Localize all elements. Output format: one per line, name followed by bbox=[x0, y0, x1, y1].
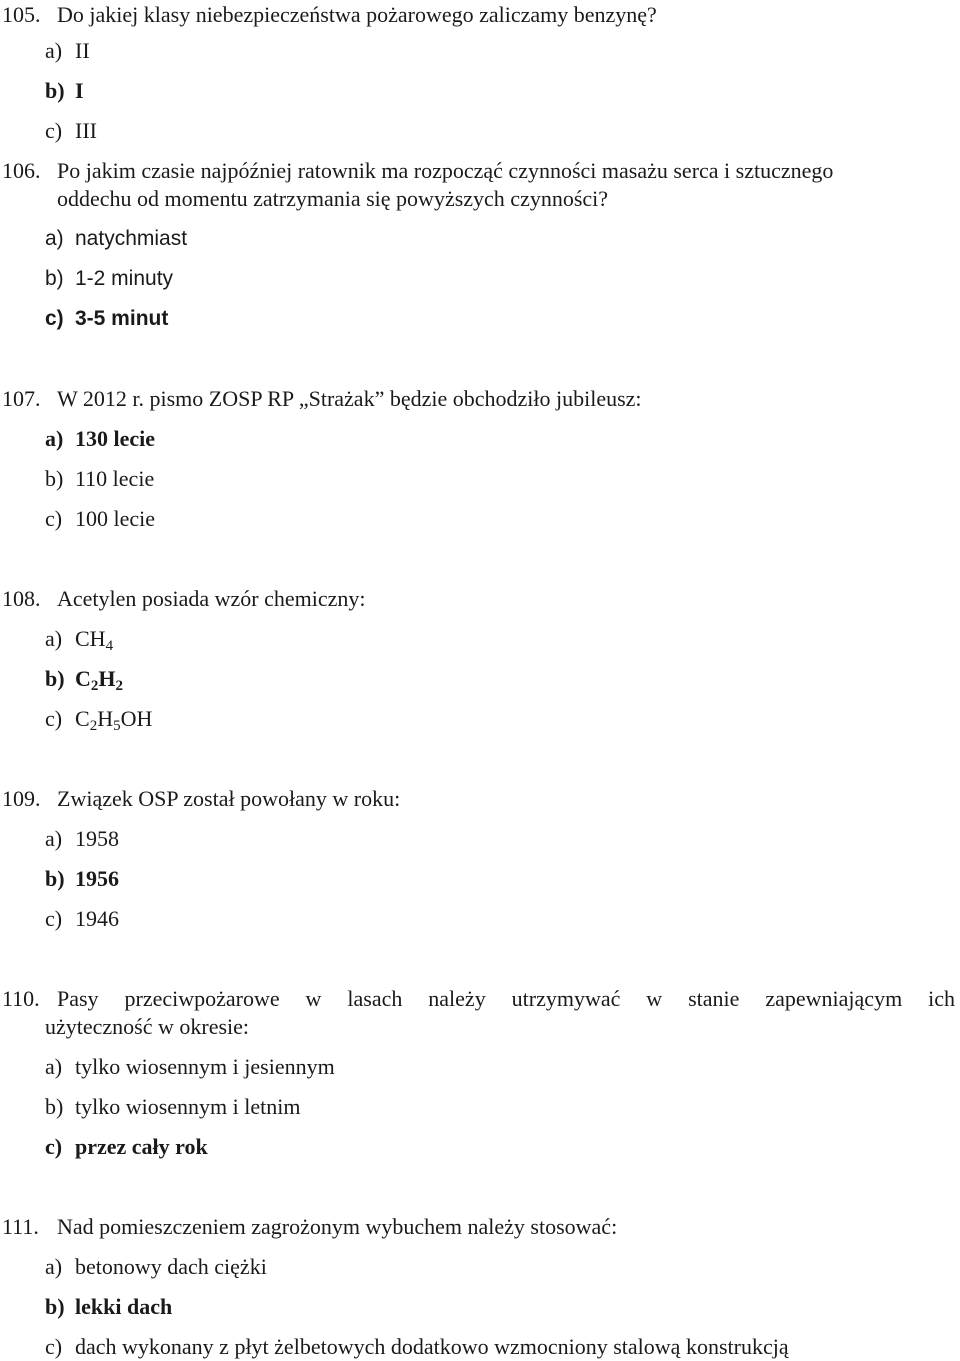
option-text: 130 lecie bbox=[75, 426, 156, 451]
option-letter: a) bbox=[45, 626, 63, 651]
question-text: Do jakiej klasy niebezpieczeństwa pożarowego zaliczamy benzynę? bbox=[57, 2, 657, 27]
option-letter: c) bbox=[45, 307, 64, 330]
option-letter: b) bbox=[45, 78, 65, 103]
option-text: dach wykonany z płyt żelbetowych dodatkowo wzmocniony stalową konstrukcją bbox=[75, 1334, 789, 1359]
option-text: natychmiast bbox=[75, 227, 188, 250]
option-letter: c) bbox=[45, 706, 63, 731]
option-text: lekki dach bbox=[75, 1294, 173, 1319]
option-text: 1946 bbox=[75, 906, 119, 931]
question-number: 108. bbox=[2, 586, 41, 611]
option-letter: c) bbox=[45, 1334, 63, 1359]
option-text: tylko wiosennym i jesiennym bbox=[75, 1054, 335, 1079]
question-text-line1: Po jakim czasie najpóźniej ratownik ma rozpocząć czynności masażu serca i sztucznego bbox=[57, 158, 834, 183]
option-letter: a) bbox=[45, 1054, 63, 1079]
option-letter: c) bbox=[45, 506, 63, 531]
option-text: 110 lecie bbox=[75, 466, 155, 491]
formula-subscript: 5 bbox=[113, 718, 121, 734]
option-letter: a) bbox=[45, 1254, 63, 1279]
question-text: Acetylen posiada wzór chemiczny: bbox=[57, 586, 366, 611]
option-letter: c) bbox=[45, 118, 63, 143]
question-number: 107. bbox=[2, 386, 41, 411]
question-number: 110. bbox=[2, 986, 40, 1011]
question-text-line2: użyteczność w okresie: bbox=[45, 1014, 250, 1039]
option-letter: a) bbox=[45, 227, 64, 250]
question-number: 106. bbox=[2, 158, 41, 183]
formula-subscript: 2 bbox=[89, 718, 98, 734]
question-text: Związek OSP został powołany w roku: bbox=[57, 786, 401, 811]
question-text: W 2012 r. pismo ZOSP RP „Strażak” będzie obchodziło jubileusz: bbox=[57, 386, 642, 411]
question-number: 111. bbox=[2, 1214, 39, 1239]
option-text: 1958 bbox=[75, 826, 119, 851]
option-letter: b) bbox=[45, 866, 65, 891]
formula-part: C bbox=[75, 666, 91, 691]
formula-part: OH bbox=[120, 706, 153, 731]
option-text: II bbox=[75, 38, 90, 63]
question-number: 105. bbox=[2, 2, 41, 27]
option-letter: b) bbox=[45, 1294, 65, 1319]
option-letter: b) bbox=[45, 466, 64, 491]
formula-part: CH bbox=[75, 626, 106, 651]
option-letter: a) bbox=[45, 826, 63, 851]
option-letter: c) bbox=[45, 1134, 63, 1159]
option-letter: b) bbox=[45, 1094, 64, 1119]
option-text: betonowy dach ciężki bbox=[75, 1254, 267, 1279]
question-text: Nad pomieszczeniem zagrożonym wybuchem należy stosować: bbox=[57, 1214, 618, 1239]
question-text-line2: oddechu od momentu zatrzymania się powyższych czynności? bbox=[57, 186, 609, 211]
formula-part: H bbox=[98, 666, 116, 691]
option-text: 1-2 minuty bbox=[75, 267, 174, 290]
option-letter: c) bbox=[45, 906, 63, 931]
option-text: 100 lecie bbox=[75, 506, 156, 531]
question-number: 109. bbox=[2, 786, 41, 811]
option-text: III bbox=[75, 118, 97, 143]
option-letter: a) bbox=[45, 426, 64, 451]
option-letter: b) bbox=[45, 267, 64, 290]
formula-subscript: 2 bbox=[115, 678, 124, 694]
option-letter: a) bbox=[45, 38, 63, 63]
option-letter: b) bbox=[45, 666, 65, 691]
formula-subscript: 2 bbox=[90, 678, 99, 694]
formula-subscript: 4 bbox=[105, 638, 114, 654]
option-text: tylko wiosennym i letnim bbox=[75, 1094, 301, 1119]
option-text: 1956 bbox=[75, 866, 119, 891]
formula-part: C bbox=[75, 706, 90, 731]
option-text: 3-5 minut bbox=[75, 307, 169, 330]
question-text-line1: Pasy przeciwpożarowe w lasach należy utrzymywać w stanie zapewniającym ich bbox=[57, 986, 955, 1011]
formula-part: H bbox=[97, 706, 114, 731]
option-text: I bbox=[75, 78, 84, 103]
option-text: przez cały rok bbox=[75, 1134, 208, 1159]
